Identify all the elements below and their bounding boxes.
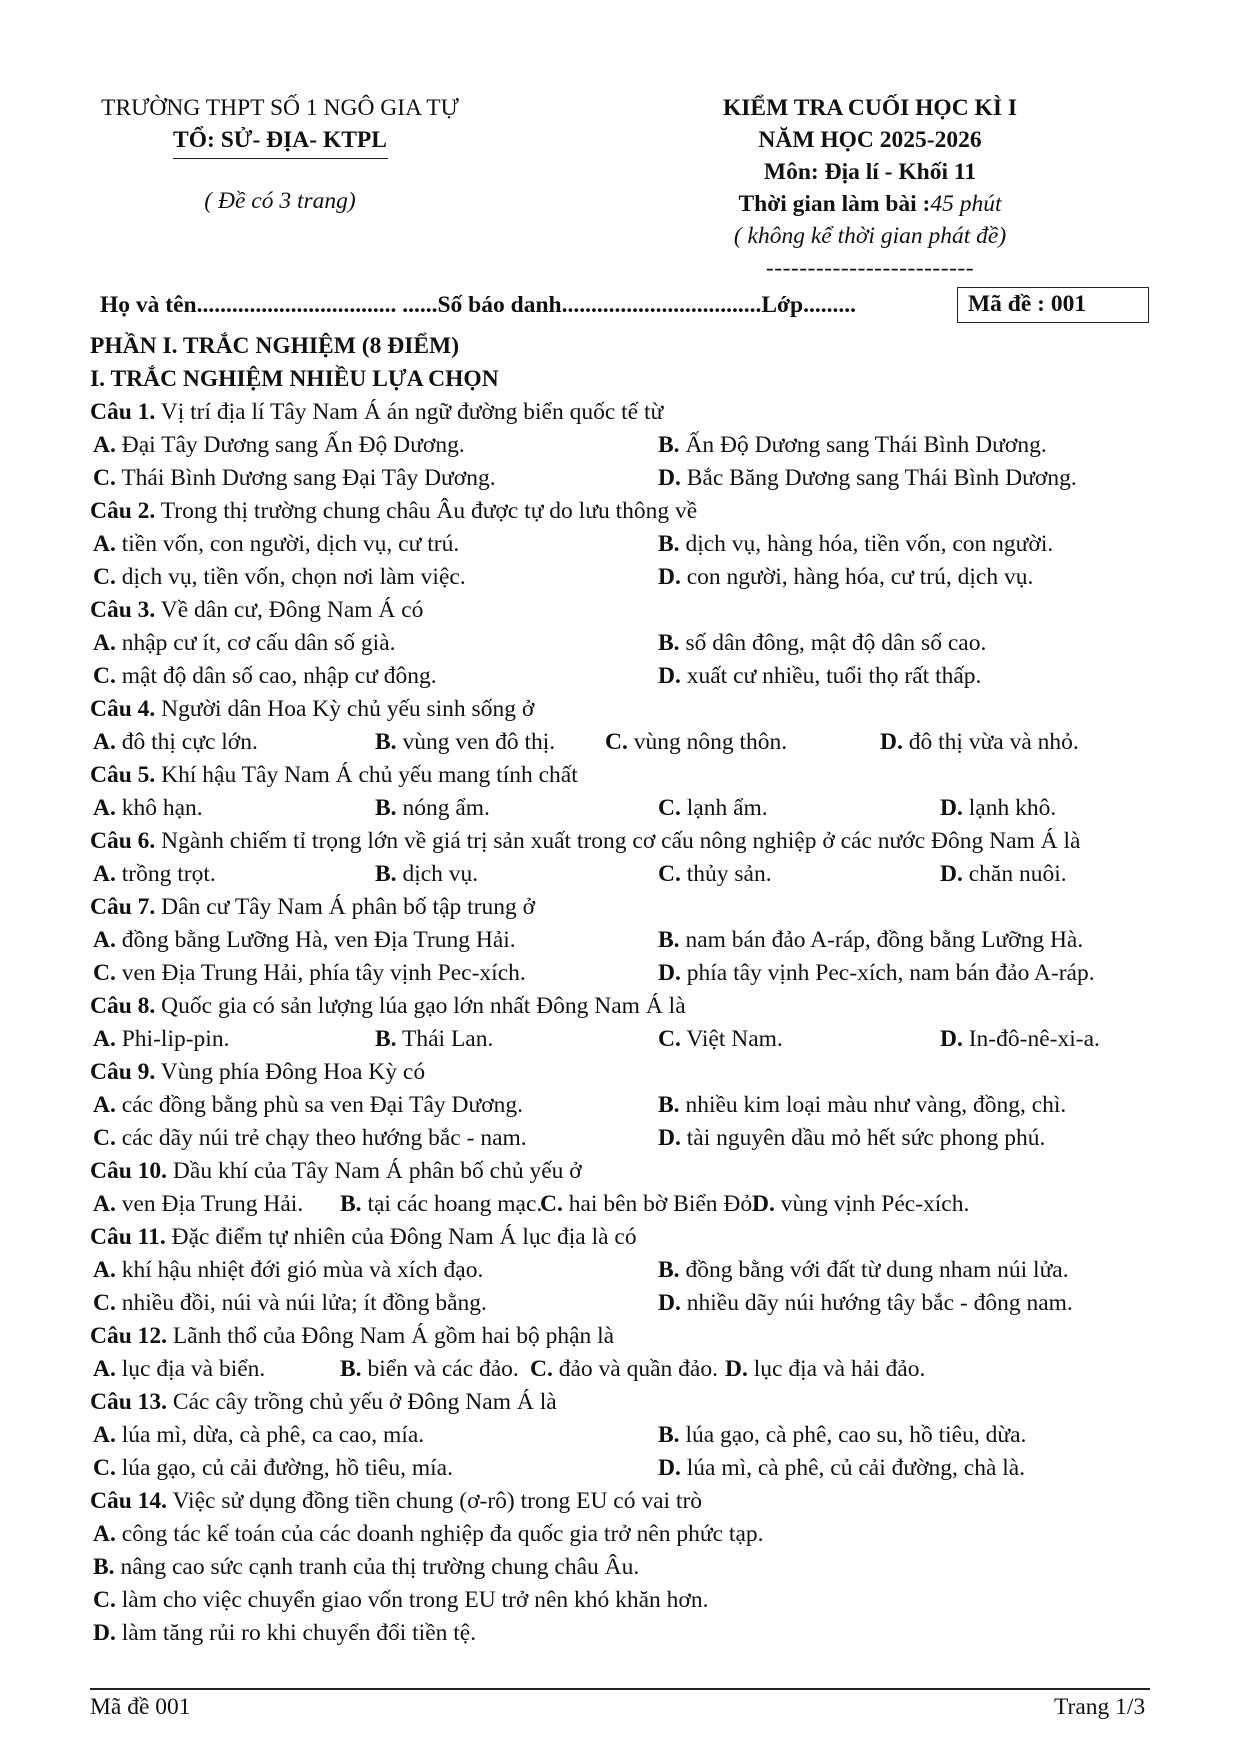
option-key: A. <box>93 729 116 755</box>
part-title: PHẦN I. TRẮC NGHIỆM (8 ĐIỂM) <box>90 333 460 359</box>
answer-option <box>658 429 1047 462</box>
question-label: Câu 4. <box>90 696 156 722</box>
question-stem <box>90 396 1160 429</box>
option-text: đồng bằng Lưỡng Hà, ven Địa Trung Hải. <box>121 927 516 953</box>
question-stem <box>90 1056 1160 1089</box>
option-text: lúa gạo, cà phê, cao su, hồ tiêu, dừa. <box>685 1422 1027 1448</box>
answer-option <box>658 660 981 693</box>
question-label: Câu 9. <box>90 1059 156 1085</box>
option-key: C. <box>658 861 681 887</box>
answer-option <box>93 1023 229 1056</box>
option-key: A. <box>93 1026 116 1052</box>
options-row <box>90 1023 1160 1056</box>
subject-line: Môn: Địa lí - Khối 11 <box>763 159 977 185</box>
options-row <box>90 1254 1160 1287</box>
option-text: nhiều đồi, núi và núi lửa; ít đồng bằng. <box>121 1290 487 1316</box>
option-text: vùng vịnh Péc-xích. <box>780 1191 970 1217</box>
answer-option <box>658 528 1053 561</box>
options-row <box>90 1419 1160 1452</box>
time-line <box>640 188 1100 220</box>
answer-option <box>530 1353 718 1386</box>
header-dashes: ------------------------- <box>765 255 975 281</box>
question-text: Vị trí địa lí Tây Nam Á án ngữ đường biển quốc tế từ <box>160 399 664 425</box>
student-info-fields: Họ và tên.................................. ......Số báo danh..................................Lớp......... <box>100 292 856 318</box>
page-count-note: ( Đề có 3 trang) <box>204 188 356 214</box>
option-text: làm cho việc chuyển giao vốn trong EU trở nên khó khăn hơn. <box>121 1587 709 1613</box>
option-key: C. <box>658 1026 681 1052</box>
option-key: C. <box>658 795 681 821</box>
option-text: khô hạn. <box>121 795 203 821</box>
option-text: Việt Nam. <box>686 1026 783 1052</box>
options-row <box>90 561 1160 594</box>
option-text: Phi-lip-pin. <box>121 1026 230 1052</box>
option-key: D. <box>940 795 963 821</box>
options-row <box>90 1089 1160 1122</box>
options-row <box>90 957 1160 990</box>
answer-option <box>375 792 490 825</box>
answer-option <box>93 660 437 693</box>
answer-option <box>93 1089 523 1122</box>
question-label: Câu 14. <box>90 1488 168 1514</box>
answer-option <box>658 1089 1066 1122</box>
option-text: số dân đông, mật độ dân số cao. <box>685 630 987 656</box>
option-text: đô thị vừa và nhỏ. <box>908 729 1079 755</box>
question-label: Câu 2. <box>90 498 156 524</box>
options-row <box>90 1188 1160 1221</box>
question-stem <box>90 891 1160 924</box>
option-text: tiền vốn, con người, dịch vụ, cư trú. <box>121 531 460 557</box>
answer-option <box>658 462 1077 495</box>
option-key: A. <box>93 1356 116 1382</box>
option-key: C. <box>540 1191 563 1217</box>
answer-option <box>93 1584 709 1617</box>
question-text: Vùng phía Đông Hoa Kỳ có <box>160 1059 426 1085</box>
answer-option <box>93 1551 639 1584</box>
answer-option <box>880 726 1079 759</box>
option-text: trồng trọt. <box>121 861 216 887</box>
options-row <box>90 429 1160 462</box>
option-text: nâng cao sức cạnh tranh của thị trường chung châu Âu. <box>120 1554 640 1580</box>
answer-option <box>658 627 986 660</box>
option-text: Đại Tây Dương sang Ấn Độ Dương. <box>121 432 465 458</box>
question-label: Câu 6. <box>90 828 156 854</box>
option-key: D. <box>880 729 903 755</box>
answer-option <box>752 1188 969 1221</box>
options-row <box>90 1584 1160 1617</box>
option-key: D. <box>940 1026 963 1052</box>
answer-option <box>93 1452 453 1485</box>
option-text: các dãy núi trẻ chạy theo hướng bắc - nam. <box>121 1125 527 1151</box>
option-key: A. <box>93 531 116 557</box>
answer-option <box>93 792 203 825</box>
option-key: A. <box>93 1521 116 1547</box>
question-stem <box>90 1155 1160 1188</box>
section-title: I. TRẮC NGHIỆM NHIỀU LỰA CHỌN <box>90 366 499 392</box>
answer-option <box>93 1122 527 1155</box>
time-value: 45 phút <box>930 191 1002 217</box>
option-text: tài nguyên dầu mỏ hết sức phong phú. <box>686 1125 1046 1151</box>
option-text: lúa mì, dừa, cà phê, ca cao, mía. <box>121 1422 425 1448</box>
answer-option <box>93 627 396 660</box>
answer-option <box>658 561 1033 594</box>
option-text: phía tây vịnh Pec-xích, nam bán đảo A-ráp. <box>686 960 1095 986</box>
answer-option <box>93 924 516 957</box>
exam-code-box: Mã đề : 001 <box>957 287 1149 323</box>
answer-option <box>658 1122 1045 1155</box>
exam-title: KIỂM TRA CUỐI HỌC KÌ I <box>722 95 1017 121</box>
question-text: Việc sử dụng đồng tiền chung (ơ-rô) trong EU có vai trò <box>172 1488 703 1514</box>
option-key: D. <box>752 1191 775 1217</box>
option-text: lạnh khô. <box>968 795 1057 821</box>
question-text: Các cây trồng chủ yếu ở Đông Nam Á là <box>172 1389 557 1415</box>
option-text: ven Địa Trung Hải, phía tây vịnh Pec-xích. <box>121 960 526 986</box>
options-row <box>90 1617 1160 1650</box>
question-label: Câu 3. <box>90 597 156 623</box>
question-text: Lãnh thổ của Đông Nam Á gồm hai bộ phận là <box>172 1323 615 1349</box>
answer-option <box>658 957 1095 990</box>
option-key: D. <box>658 1290 681 1316</box>
question-text: Dầu khí của Tây Nam Á phân bố chủ yếu ở <box>172 1158 582 1184</box>
option-key: B. <box>375 729 397 755</box>
option-key: A. <box>93 630 116 656</box>
option-text: lạnh ẩm. <box>686 795 768 821</box>
option-key: C. <box>93 465 116 491</box>
option-text: nóng ẩm. <box>402 795 490 821</box>
option-text: dịch vụ, tiền vốn, chọn nơi làm việc. <box>121 564 466 590</box>
question-text: Quốc gia có sản lượng lúa gạo lớn nhất Đông Nam Á là <box>161 993 686 1019</box>
option-text: In-đô-nê-xi-a. <box>968 1026 1100 1052</box>
school-year: NĂM HỌC 2025-2026 <box>758 127 982 153</box>
time-label: Thời gian làm bài : <box>738 191 931 217</box>
answer-option <box>93 858 216 891</box>
option-key: C. <box>93 1455 116 1481</box>
option-text: lúa mì, cà phê, củ cải đường, chà là. <box>686 1455 1026 1481</box>
question-label: Câu 5. <box>90 762 156 788</box>
option-text: đảo và quần đảo. <box>558 1356 718 1382</box>
option-text: nhập cư ít, cơ cấu dân số già. <box>121 630 396 656</box>
option-text: nam bán đảo A-ráp, đồng bằng Lưỡng Hà. <box>685 927 1084 953</box>
answer-option <box>93 1287 487 1320</box>
options-row <box>90 1518 1160 1551</box>
answer-option <box>658 1419 1026 1452</box>
option-key: D. <box>725 1356 748 1382</box>
option-text: lục địa và hải đảo. <box>753 1356 926 1382</box>
question-stem <box>90 759 1160 792</box>
option-key: D. <box>658 564 681 590</box>
option-key: B. <box>658 1092 680 1118</box>
option-text: tại các hoang mạc. <box>367 1191 543 1217</box>
question-label: Câu 1. <box>90 399 156 425</box>
option-key: D. <box>940 861 963 887</box>
option-key: B. <box>658 1422 680 1448</box>
exam-content <box>90 330 1160 1650</box>
option-text: vùng nông thôn. <box>633 729 788 755</box>
option-text: các đồng bằng phù sa ven Đại Tây Dương. <box>121 1092 524 1118</box>
question-label: Câu 12. <box>90 1323 168 1349</box>
option-text: nhiều kim loại màu như vàng, đồng, chì. <box>685 1092 1067 1118</box>
answer-option <box>940 858 1067 891</box>
answer-option <box>93 1254 483 1287</box>
question-stem <box>90 990 1160 1023</box>
options-row <box>90 726 1160 759</box>
option-key: D. <box>658 1455 681 1481</box>
option-key: C. <box>605 729 628 755</box>
option-key: B. <box>658 1257 680 1283</box>
answer-option <box>375 858 478 891</box>
options-row <box>90 924 1160 957</box>
option-text: đô thị cực lớn. <box>121 729 258 755</box>
answer-option <box>340 1353 519 1386</box>
options-row <box>90 660 1160 693</box>
options-row <box>90 792 1160 825</box>
answer-option <box>658 924 1083 957</box>
option-key: C. <box>93 960 116 986</box>
question-stem <box>90 825 1160 858</box>
answer-option <box>93 1518 764 1551</box>
question-text: Dân cư Tây Nam Á phân bố tập trung ở <box>161 894 536 920</box>
options-row <box>90 1353 1160 1386</box>
option-key: D. <box>658 465 681 491</box>
answer-option <box>93 1188 303 1221</box>
question-label: Câu 11. <box>90 1224 166 1250</box>
option-text: công tác kế toán của các doanh nghiệp đa quốc gia trở nên phức tạp. <box>121 1521 764 1547</box>
answer-option <box>375 1023 493 1056</box>
option-key: A. <box>93 1422 116 1448</box>
option-text: lục địa và biển. <box>121 1356 266 1382</box>
question-stem <box>90 1386 1160 1419</box>
answer-option <box>93 528 459 561</box>
answer-option <box>93 1353 265 1386</box>
option-key: A. <box>93 795 116 821</box>
answer-option <box>940 1023 1100 1056</box>
option-text: khí hậu nhiệt đới gió mùa và xích đạo. <box>121 1257 484 1283</box>
option-key: C. <box>530 1356 553 1382</box>
answer-option <box>93 462 496 495</box>
answer-option <box>93 1419 424 1452</box>
answer-option <box>93 429 465 462</box>
option-text: hai bên bờ Biển Đỏ. <box>568 1191 759 1217</box>
option-key: A. <box>93 1092 116 1118</box>
question-text: Trong thị trường chung châu Âu được tự do lưu thông về <box>160 498 698 524</box>
footer-rule <box>90 1688 1150 1690</box>
option-key: B. <box>340 1356 362 1382</box>
question-label: Câu 8. <box>90 993 156 1019</box>
answer-option <box>725 1353 925 1386</box>
department-name: TỔ: SỬ- ĐỊA- KTPL <box>173 127 387 153</box>
question-stem <box>90 495 1160 528</box>
option-text: Bắc Băng Dương sang Thái Bình Dương. <box>686 465 1077 491</box>
answer-option <box>540 1188 758 1221</box>
answer-option <box>658 1287 1073 1320</box>
answer-option <box>658 792 768 825</box>
option-key: A. <box>93 1191 116 1217</box>
option-text: thủy sản. <box>686 861 772 887</box>
option-text: Thái Bình Dương sang Đại Tây Dương. <box>121 465 496 491</box>
options-row <box>90 1551 1160 1584</box>
option-key: D. <box>658 663 681 689</box>
question-stem <box>90 1485 1160 1518</box>
answer-option <box>658 1023 783 1056</box>
school-name: TRƯỜNG THPT SỐ 1 NGÔ GIA TỰ <box>101 95 459 121</box>
options-row <box>90 627 1160 660</box>
option-text: con người, hàng hóa, cư trú, dịch vụ. <box>686 564 1034 590</box>
options-row <box>90 528 1160 561</box>
answer-option <box>940 792 1056 825</box>
option-key: B. <box>340 1191 362 1217</box>
answer-option <box>93 726 258 759</box>
option-key: D. <box>658 960 681 986</box>
option-text: mật độ dân số cao, nhập cư đông. <box>121 663 437 689</box>
option-text: làm tăng rủi ro khi chuyển đổi tiền tệ. <box>121 1620 477 1646</box>
answer-option <box>93 561 466 594</box>
option-key: C. <box>93 564 116 590</box>
option-text: dịch vụ. <box>402 861 479 887</box>
option-key: B. <box>658 432 680 458</box>
option-key: B. <box>375 795 397 821</box>
answer-option <box>340 1188 542 1221</box>
option-key: D. <box>93 1620 116 1646</box>
option-key: B. <box>658 630 680 656</box>
options-row <box>90 1122 1160 1155</box>
question-label: Câu 13. <box>90 1389 168 1415</box>
option-text: vùng ven đô thị. <box>402 729 556 755</box>
option-text: ven Địa Trung Hải. <box>121 1191 304 1217</box>
option-key: C. <box>93 1290 116 1316</box>
answer-option <box>93 957 526 990</box>
question-text: Khí hậu Tây Nam Á chủ yếu mang tính chất <box>161 762 578 788</box>
option-key: D. <box>658 1125 681 1151</box>
option-key: A. <box>93 432 116 458</box>
option-text: nhiều dãy núi hướng tây bắc - đông nam. <box>686 1290 1073 1316</box>
time-note: ( không kể thời gian phát đề) <box>733 223 1007 249</box>
question-text: Đặc điểm tự nhiên của Đông Nam Á lục địa là có <box>171 1224 637 1250</box>
options-row <box>90 462 1160 495</box>
department-underline <box>173 158 388 159</box>
question-text: Người dân Hoa Kỳ chủ yếu sinh sống ở <box>161 696 535 722</box>
question-stem <box>90 594 1160 627</box>
option-text: lúa gạo, củ cải đường, hồ tiêu, mía. <box>121 1455 453 1481</box>
option-key: B. <box>375 1026 397 1052</box>
answer-option <box>658 1452 1025 1485</box>
option-text: dịch vụ, hàng hóa, tiền vốn, con người. <box>685 531 1054 557</box>
option-key: A. <box>93 927 116 953</box>
option-key: B. <box>375 861 397 887</box>
option-text: Thái Lan. <box>402 1026 494 1052</box>
options-row <box>90 1452 1160 1485</box>
answer-option <box>658 1254 1069 1287</box>
exam-header <box>640 92 1100 284</box>
option-key: B. <box>93 1554 115 1580</box>
option-key: B. <box>658 927 680 953</box>
option-key: C. <box>93 1125 116 1151</box>
question-text: Ngành chiếm tỉ trọng lớn về giá trị sản xuất trong cơ cấu nông nghiệp ở các nước Đông Nam Á là <box>161 828 1081 854</box>
option-text: chăn nuôi. <box>968 861 1067 887</box>
answer-option <box>375 726 555 759</box>
question-label: Câu 10. <box>90 1158 168 1184</box>
option-key: A. <box>93 1257 116 1283</box>
question-label: Câu 7. <box>90 894 156 920</box>
answer-option <box>605 726 787 759</box>
option-text: xuất cư nhiều, tuổi thọ rất thấp. <box>686 663 982 689</box>
footer-page-number: Trang 1/3 <box>1054 1694 1146 1720</box>
options-row <box>90 858 1160 891</box>
question-stem <box>90 1320 1160 1353</box>
option-key: B. <box>658 531 680 557</box>
question-stem <box>90 1221 1160 1254</box>
option-key: C. <box>93 663 116 689</box>
school-header <box>60 92 500 217</box>
question-stem <box>90 693 1160 726</box>
question-text: Về dân cư, Đông Nam Á có <box>160 597 424 623</box>
answer-option <box>658 858 772 891</box>
options-row <box>90 1287 1160 1320</box>
option-key: A. <box>93 861 116 887</box>
option-text: Ấn Độ Dương sang Thái Bình Dương. <box>685 432 1047 458</box>
answer-option <box>93 1617 476 1650</box>
option-text: đồng bằng với đất từ dung nham núi lửa. <box>685 1257 1069 1283</box>
option-key: C. <box>93 1587 116 1613</box>
footer-exam-code: Mã đề 001 <box>90 1694 191 1720</box>
option-text: biển và các đảo. <box>367 1356 519 1382</box>
